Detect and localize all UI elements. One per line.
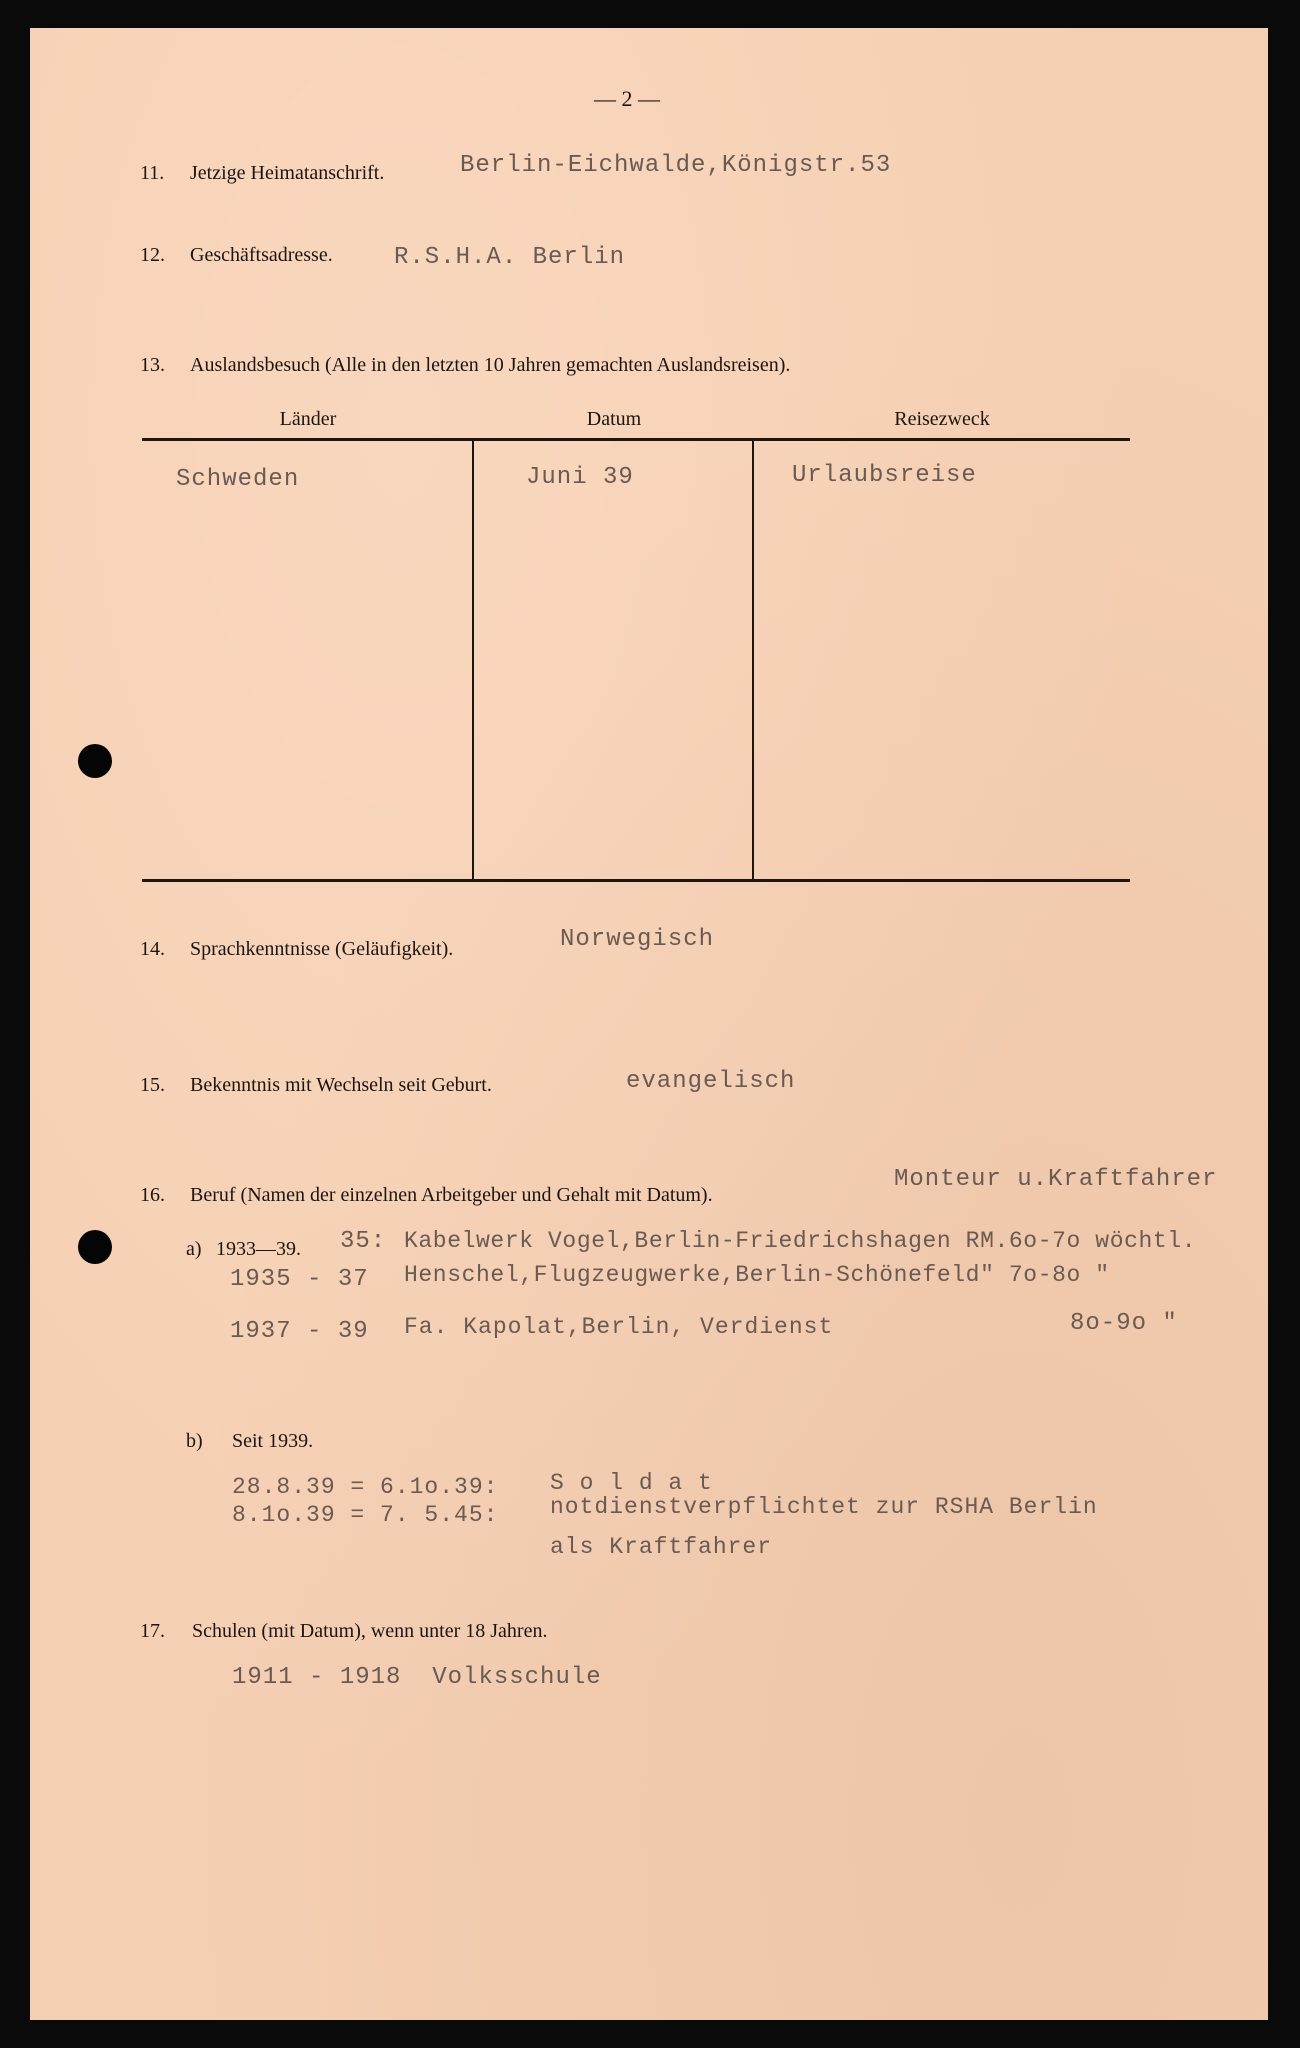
- document-page: [30, 28, 1268, 2020]
- q17-number: 17.: [140, 1620, 165, 1642]
- q15-number: 15.: [140, 1074, 165, 1096]
- q16b-row-2-dates: 8.1o.39 = 7. 5.45:: [232, 1502, 499, 1528]
- cell-zweck: Urlaubsreise: [792, 462, 977, 489]
- q16a-row-2-employer: Henschel,Flugzeugwerke,Berlin-Schönefeld" 7o-8o ": [404, 1262, 1110, 1288]
- table-col-divider-2: [752, 441, 754, 879]
- col-header-datum: Datum: [586, 408, 642, 430]
- q16-label: Beruf (Namen der einzelnen Arbeitgeber und Gehalt mit Datum).: [190, 1184, 713, 1206]
- q14-number: 14.: [140, 938, 165, 960]
- q15-label: Bekenntnis mit Wechseln seit Geburt.: [190, 1074, 492, 1096]
- q17-value: 1911 - 1918 Volksschule: [232, 1664, 602, 1691]
- col-header-laender: Länder: [279, 408, 337, 430]
- q14-label: Sprachkenntnisse (Geläufigkeit).: [190, 938, 454, 960]
- q16b-row-3-text: als Kraftfahrer: [550, 1534, 773, 1560]
- q16-number: 16.: [140, 1184, 165, 1206]
- q16a-row-2-years: 1935 - 37: [230, 1266, 369, 1293]
- q13-label: Auslandsbesuch (Alle in den letzten 10 Jahren gemachten Auslandsreisen).: [190, 354, 791, 376]
- q16b-label: b): [186, 1430, 203, 1452]
- q16a-printed-dates: 1933—39.: [216, 1238, 301, 1260]
- q11-number: 11.: [140, 162, 165, 184]
- q12-value: R.S.H.A. Berlin: [394, 244, 626, 271]
- q16b-row-1-text: S o l d a t: [550, 1470, 713, 1496]
- q11-label: Jetzige Heimatanschrift.: [190, 162, 385, 184]
- cell-land: Schweden: [176, 466, 300, 493]
- q16a-row-3-amount: 8o-9o ": [1070, 1310, 1178, 1337]
- punch-hole-top: [78, 744, 112, 778]
- table-top-rule: [142, 438, 1130, 441]
- q16a-row-3-years: 1937 - 39: [230, 1318, 369, 1345]
- table-bottom-rule: [142, 879, 1130, 882]
- q16b-row-1-dates: 28.8.39 = 6.1o.39:: [232, 1474, 499, 1500]
- q12-number: 12.: [140, 244, 165, 266]
- page-number: — 2 —: [594, 86, 660, 111]
- q17-label: Schulen (mit Datum), wenn unter 18 Jahren.: [192, 1620, 548, 1642]
- q11-value: Berlin-Eichwalde,Königstr.53: [460, 152, 892, 179]
- table-col-divider-1: [472, 441, 474, 879]
- q16a-row-3-employer: Fa. Kapolat,Berlin, Verdienst: [404, 1314, 834, 1340]
- q16b-row-2-text: notdienstverpflichtet zur RSHA Berlin: [550, 1494, 1098, 1520]
- q16a-row-1-employer: Kabelwerk Vogel,Berlin-Friedrichshagen RM.6o-7o wöchtl.: [404, 1228, 1197, 1254]
- q16b-printed: Seit 1939.: [232, 1430, 314, 1452]
- q16a-row-1-years: 35:: [340, 1228, 387, 1255]
- punch-hole-bottom: [78, 1230, 112, 1264]
- q13-number: 13.: [140, 354, 165, 376]
- cell-datum: Juni 39: [526, 464, 634, 491]
- q12-label: Geschäftsadresse.: [190, 244, 333, 266]
- q14-value: Norwegisch: [560, 926, 715, 953]
- col-header-reisezweck: Reisezweck: [894, 408, 990, 430]
- q16-value: Monteur u.Kraftfahrer: [894, 1166, 1218, 1193]
- q16a-label: a): [186, 1238, 202, 1260]
- q15-value: evangelisch: [626, 1068, 796, 1095]
